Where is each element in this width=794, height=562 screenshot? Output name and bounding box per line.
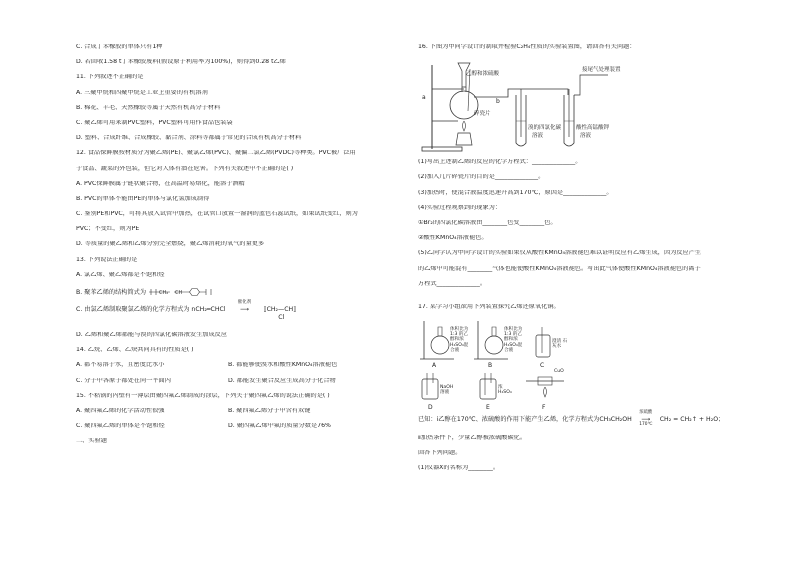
polystyrene-formula-icon bbox=[148, 287, 218, 297]
apparatus-drawing bbox=[418, 59, 658, 155]
label-C: C bbox=[540, 361, 545, 369]
left-column bbox=[76, 44, 376, 454]
label-reagent: 乙醇和浓硫酸 bbox=[466, 71, 500, 78]
known-i-product: CH₂ = CH₂↑ + H₂O； bbox=[659, 415, 725, 423]
q16-stem: 16. 下图为甲同学设计的制取并检验C₂H₄性质的实验装置图，请回答有关问题： bbox=[418, 44, 636, 50]
q14-option-b: B. 都能够使溴水和酸性KMnO₄溶液褪色 bbox=[228, 362, 338, 369]
q13-stem: 13. 下列说法正确的是 bbox=[76, 256, 138, 263]
q12-option-c-line1: C. 鉴别PE和PVC，可将其放入试管中加热，在试管口放置一湿润的蓝色石蕊试纸，如果试纸变红，则为 bbox=[76, 211, 358, 218]
q15-stem: 15. 不粘锅的内壁有一薄层由聚四氟乙烯制成的涂层，下列关于聚四氟乙烯的说法正确的是( ) bbox=[76, 392, 330, 399]
svg-text:CH: CH bbox=[175, 290, 183, 296]
section-heading-experiment: 二、实验题 bbox=[76, 438, 107, 445]
reagent-label-D: NaOH 溶液 bbox=[440, 384, 454, 396]
q13-equation-product: CH₂—CH bbox=[266, 305, 294, 313]
q15-option-c: C. 聚四氟乙烯的单体是不饱和烃 bbox=[76, 423, 165, 430]
q12-option-a: A. PVC保鲜膜属于链状聚合物，在高温时易熔化，能溶于酒精 bbox=[76, 180, 245, 187]
q16-part4: (4)实验过程观察到的现象为： bbox=[418, 204, 502, 211]
q13-equation-arrow: ⟶ bbox=[240, 305, 249, 313]
known-ii: ⅱ加热条件下，少量乙醇被浓硫酸碳化。 bbox=[418, 435, 527, 442]
figure-ethylene-apparatus bbox=[418, 59, 728, 155]
q11-option-d: D. 塑料、合成纤维、合成橡胶、黏合剂、涂料等都属于常见的合成有机高分子材料 bbox=[76, 135, 302, 142]
right-column bbox=[418, 44, 728, 481]
q11-option-c: C. 聚乙烯可用来制PVC塑料，PVC塑料可用作食品包装袋 bbox=[76, 119, 233, 126]
q15-option-b: B. 聚四氟乙烯分子中含有双键 bbox=[228, 407, 311, 414]
q16-part5-line1: (5)乙同学认为甲同学设计的实验如果仅从酸性KMnO₄溶液褪色难以证明反应有乙烯生成，因为反应产生 bbox=[418, 250, 702, 257]
q16-part1: (1)写出上述制乙烯的反应的化学方程式：______________。 bbox=[418, 159, 582, 166]
reagent-label-F: CuO bbox=[554, 368, 564, 374]
reagent-label-A: 体积比为1:3 的乙醇和浓 H₂SO₄混合液 bbox=[450, 326, 469, 353]
q13-equation-bracket: ⟦ bbox=[263, 305, 267, 313]
q10-option-d: D. 若回收1.58 t丁苯橡胶废料(假设原子利用率为100%)，则得到0.28 t乙烯 bbox=[76, 59, 286, 66]
q15-option-a: A. 聚四氟乙烯的化学活动性很强 bbox=[76, 407, 165, 414]
known-i-text: 已知：ⅰ乙醇在170℃、浓硫酸的作用下能产生乙烯，化学方程式为CH₃CH₂OH bbox=[418, 415, 632, 423]
q14-stem: 14. 乙烷、乙烯、乙炔共同具有的性质是( ) bbox=[76, 347, 194, 354]
label-B: B bbox=[488, 361, 493, 369]
q17-part1: (1)仪器X的名称为________。 bbox=[418, 465, 500, 472]
label-D: D bbox=[428, 403, 433, 411]
reagent-label-E: 浓 H₂SO₄ bbox=[498, 384, 512, 396]
label-E: E bbox=[486, 403, 490, 411]
q16-part3: (3)加热时，使混合液温度迅速升高到170℃，原因是______________。 bbox=[418, 189, 613, 196]
q12-stem-line1: 12. 食品保鲜膜按材质分为聚乙烯(PE)、聚氯乙烯(PVC)、聚偏二氯乙烯(PVDC)等种类。PVC被广泛用 bbox=[76, 150, 356, 157]
q12-option-b: B. PVC的单体不能由PE的单体与氯化氢加成制得 bbox=[76, 195, 210, 202]
label-b: b bbox=[496, 98, 500, 106]
figure-apparatus-a-f bbox=[418, 319, 728, 413]
label-solution2-b: 溶液 bbox=[580, 133, 592, 140]
label-chips: 碎瓷片 bbox=[474, 111, 491, 118]
reagent-label-B: 体积比为1:3 的乙醇和浓 H₂SO₄混合液 bbox=[504, 326, 523, 353]
label-solution1-b: 溶液 bbox=[532, 133, 544, 140]
q14-options-cd bbox=[76, 378, 376, 385]
known-i-condition-top: 浓硫酸 bbox=[639, 409, 653, 415]
q12-stem-line2: 于食品、蔬菜的外包装，但它对人体有潜在危害。下列有关叙述中不正确的是( ) bbox=[76, 165, 294, 172]
q13-equation-substituent: Cl bbox=[278, 313, 285, 321]
label-a: a bbox=[422, 94, 426, 102]
q13-equation-condition: 催化剂 bbox=[237, 299, 252, 305]
q13-equation-bracket-close: ⟧ bbox=[293, 305, 297, 313]
q11-option-a: A. 三聚甲烷和四聚甲烷是工业上重要的有机溶剂 bbox=[76, 89, 208, 96]
known-i-arrow: ⟶ bbox=[641, 415, 651, 423]
q16-part2: (2)加入几片碎瓷片的目的是______________。 bbox=[418, 174, 545, 181]
q14-option-d: D. 都能发生聚合反应生成高分子化合物 bbox=[228, 377, 336, 384]
q10-option-c: C. 合成丁苯橡胶的单体只有1种 bbox=[76, 44, 163, 50]
q14-option-c: C. 分子中各原子都处在同一平面内 bbox=[76, 377, 171, 384]
q12-option-d: D. 等质量的聚乙烯和乙烯分别完全燃烧，聚乙烯消耗的氧气的量更多 bbox=[76, 241, 265, 248]
answer-prompt: 回答下列问题。 bbox=[418, 450, 462, 457]
q13-equation-reactant: nCH₂═CHCl bbox=[191, 305, 226, 313]
known-i bbox=[418, 409, 728, 427]
q16-part4a: ①Br₂的四氯化碳溶液由________色变________色。 bbox=[418, 219, 557, 226]
label-F: F bbox=[542, 403, 546, 411]
q12-option-c-line2: PVC；不变红，则为PE bbox=[76, 226, 140, 233]
q13-option-b bbox=[76, 287, 376, 297]
q13-option-d: D. 乙烯和聚乙烯都能与溴的四氯化碳溶液发生加成反应 bbox=[76, 332, 228, 338]
known-i-condition-bottom: 170℃ bbox=[639, 421, 653, 427]
q13-option-c-text: C. 由氯乙烯制取聚氯乙烯的化学方程式为 bbox=[76, 305, 190, 313]
q11-option-b: B. 棉花、羊毛、天然橡胶等属于天然有机高分子材料 bbox=[76, 104, 221, 111]
reagent-label-C: 澄清 石灰水 bbox=[552, 338, 568, 350]
label-solution1-a: 溴的四氯化碳 bbox=[528, 125, 562, 132]
q15-options-ab bbox=[76, 408, 376, 415]
q14-option-a: A. 都不易溶于水，且密度比水小 bbox=[76, 362, 165, 369]
q11-stem: 11. 下列叙述不正确的是 bbox=[76, 74, 144, 81]
q15-options-cd bbox=[76, 423, 376, 430]
q15-option-d: D. 聚四氟乙烯中氟的质量分数是76% bbox=[228, 423, 331, 430]
q16-part5-line3: 方程式______________。 bbox=[418, 280, 487, 287]
label-solution2-a: 酸性高锰酸钾 bbox=[576, 125, 610, 132]
q13-option-c bbox=[76, 299, 376, 323]
q17-stem: 17. 某学习小组欲用下列装置探究乙烯还原氧化铜。 bbox=[418, 303, 560, 310]
svg-text:CH₂: CH₂ bbox=[159, 290, 169, 296]
q14-options-ab bbox=[76, 362, 376, 369]
label-A: A bbox=[432, 361, 437, 369]
label-tail-gas: 接尾气处理装置 bbox=[582, 67, 621, 74]
q16-part5-line2: 的乙烯中可能混有________气体也能使酸性KMnO₄溶液褪色。写出此气体使酸性KMnO₄溶液褪色的离子 bbox=[418, 265, 701, 272]
q13-option-b-text: B. 聚苯乙烯的结构简式为 bbox=[76, 289, 147, 296]
q13-option-a: A. 氯乙烯、聚乙烯都是不饱和烃 bbox=[76, 271, 165, 278]
q16-part4b: ②酸性KMnO₄溶液褪色。 bbox=[418, 235, 488, 242]
